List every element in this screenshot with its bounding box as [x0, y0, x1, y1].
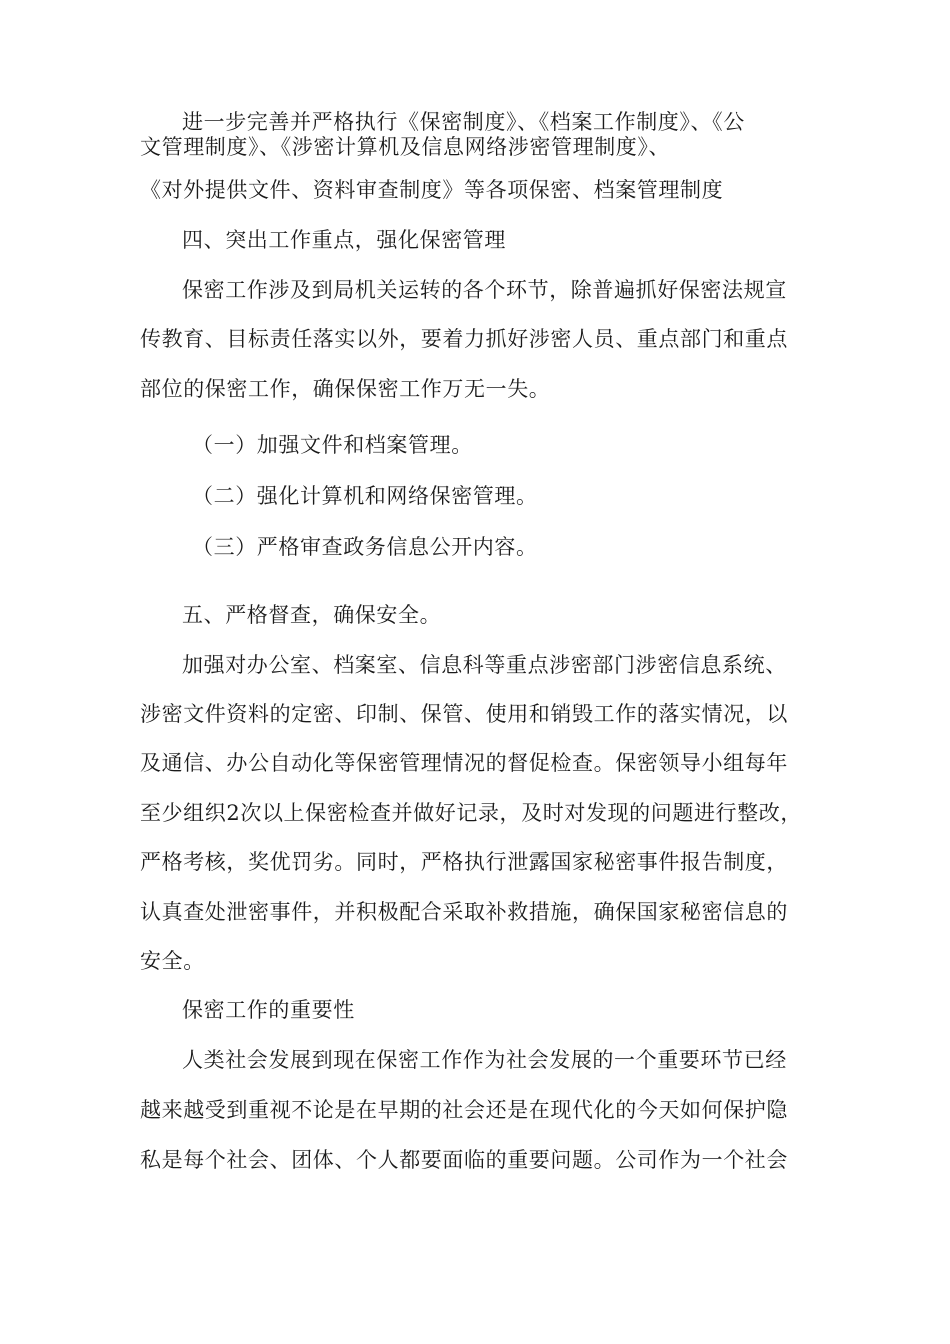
- section-heading: 四、突出工作重点，强化保密管理: [182, 228, 506, 252]
- section-heading: 保密工作的重要性: [182, 998, 355, 1022]
- paragraph-line: 越来越受到重视不论是在早期的社会还是在现代化的今天如何保护隐: [140, 1098, 788, 1122]
- list-item: （一）加强文件和档案管理。: [192, 433, 473, 457]
- paragraph-line: 加强对办公室、档案室、信息科等重点涉密部门涉密信息系统、: [182, 653, 787, 677]
- paragraph-line: 至少组织2次以上保密检查并做好记录，及时对发现的问题进行整改，: [140, 801, 802, 825]
- paragraph-line: 传教育、目标责任落实以外，要着力抓好涉密人员、重点部门和重点: [140, 327, 788, 351]
- paragraph-line: 涉密文件资料的定密、印制、保管、使用和销毁工作的落实情况，以: [140, 702, 788, 726]
- paragraph-line: 进一步完善并严格执行《保密制度》、《档案工作制度》、《公: [182, 110, 745, 134]
- paragraph-line: 部位的保密工作，确保保密工作万无一失。: [140, 377, 551, 401]
- list-item: （三）严格审查政务信息公开内容。: [192, 535, 538, 559]
- section-heading: 五、严格督查，确保安全。: [182, 603, 442, 627]
- paragraph-line: 保密工作涉及到局机关运转的各个环节，除普遍抓好保密法规宣: [182, 278, 787, 302]
- paragraph-line: 私是每个社会、团体、个人都要面临的重要问题。公司作为一个社会: [140, 1148, 788, 1172]
- paragraph-line: 严格考核，奖优罚劣。同时，严格执行泄露国家秘密事件报告制度，: [140, 850, 788, 874]
- paragraph-line: 《对外提供文件、资料审查制度》等各项保密、档案管理制度: [140, 178, 724, 202]
- paragraph-line: 安全。: [140, 949, 205, 973]
- paragraph-line: 人类社会发展到现在保密工作作为社会发展的一个重要环节已经: [182, 1048, 787, 1072]
- paragraph-line: 认真查处泄密事件，并积极配合采取补救措施，确保国家秘密信息的: [140, 900, 788, 924]
- paragraph-line: 及通信、办公自动化等保密管理情况的督促检查。保密领导小组每年: [140, 751, 788, 775]
- paragraph-line: 文管理制度》、《涉密计算机及信息网络涉密管理制度》、: [140, 135, 671, 159]
- list-item: （二）强化计算机和网络保密管理。: [192, 484, 538, 508]
